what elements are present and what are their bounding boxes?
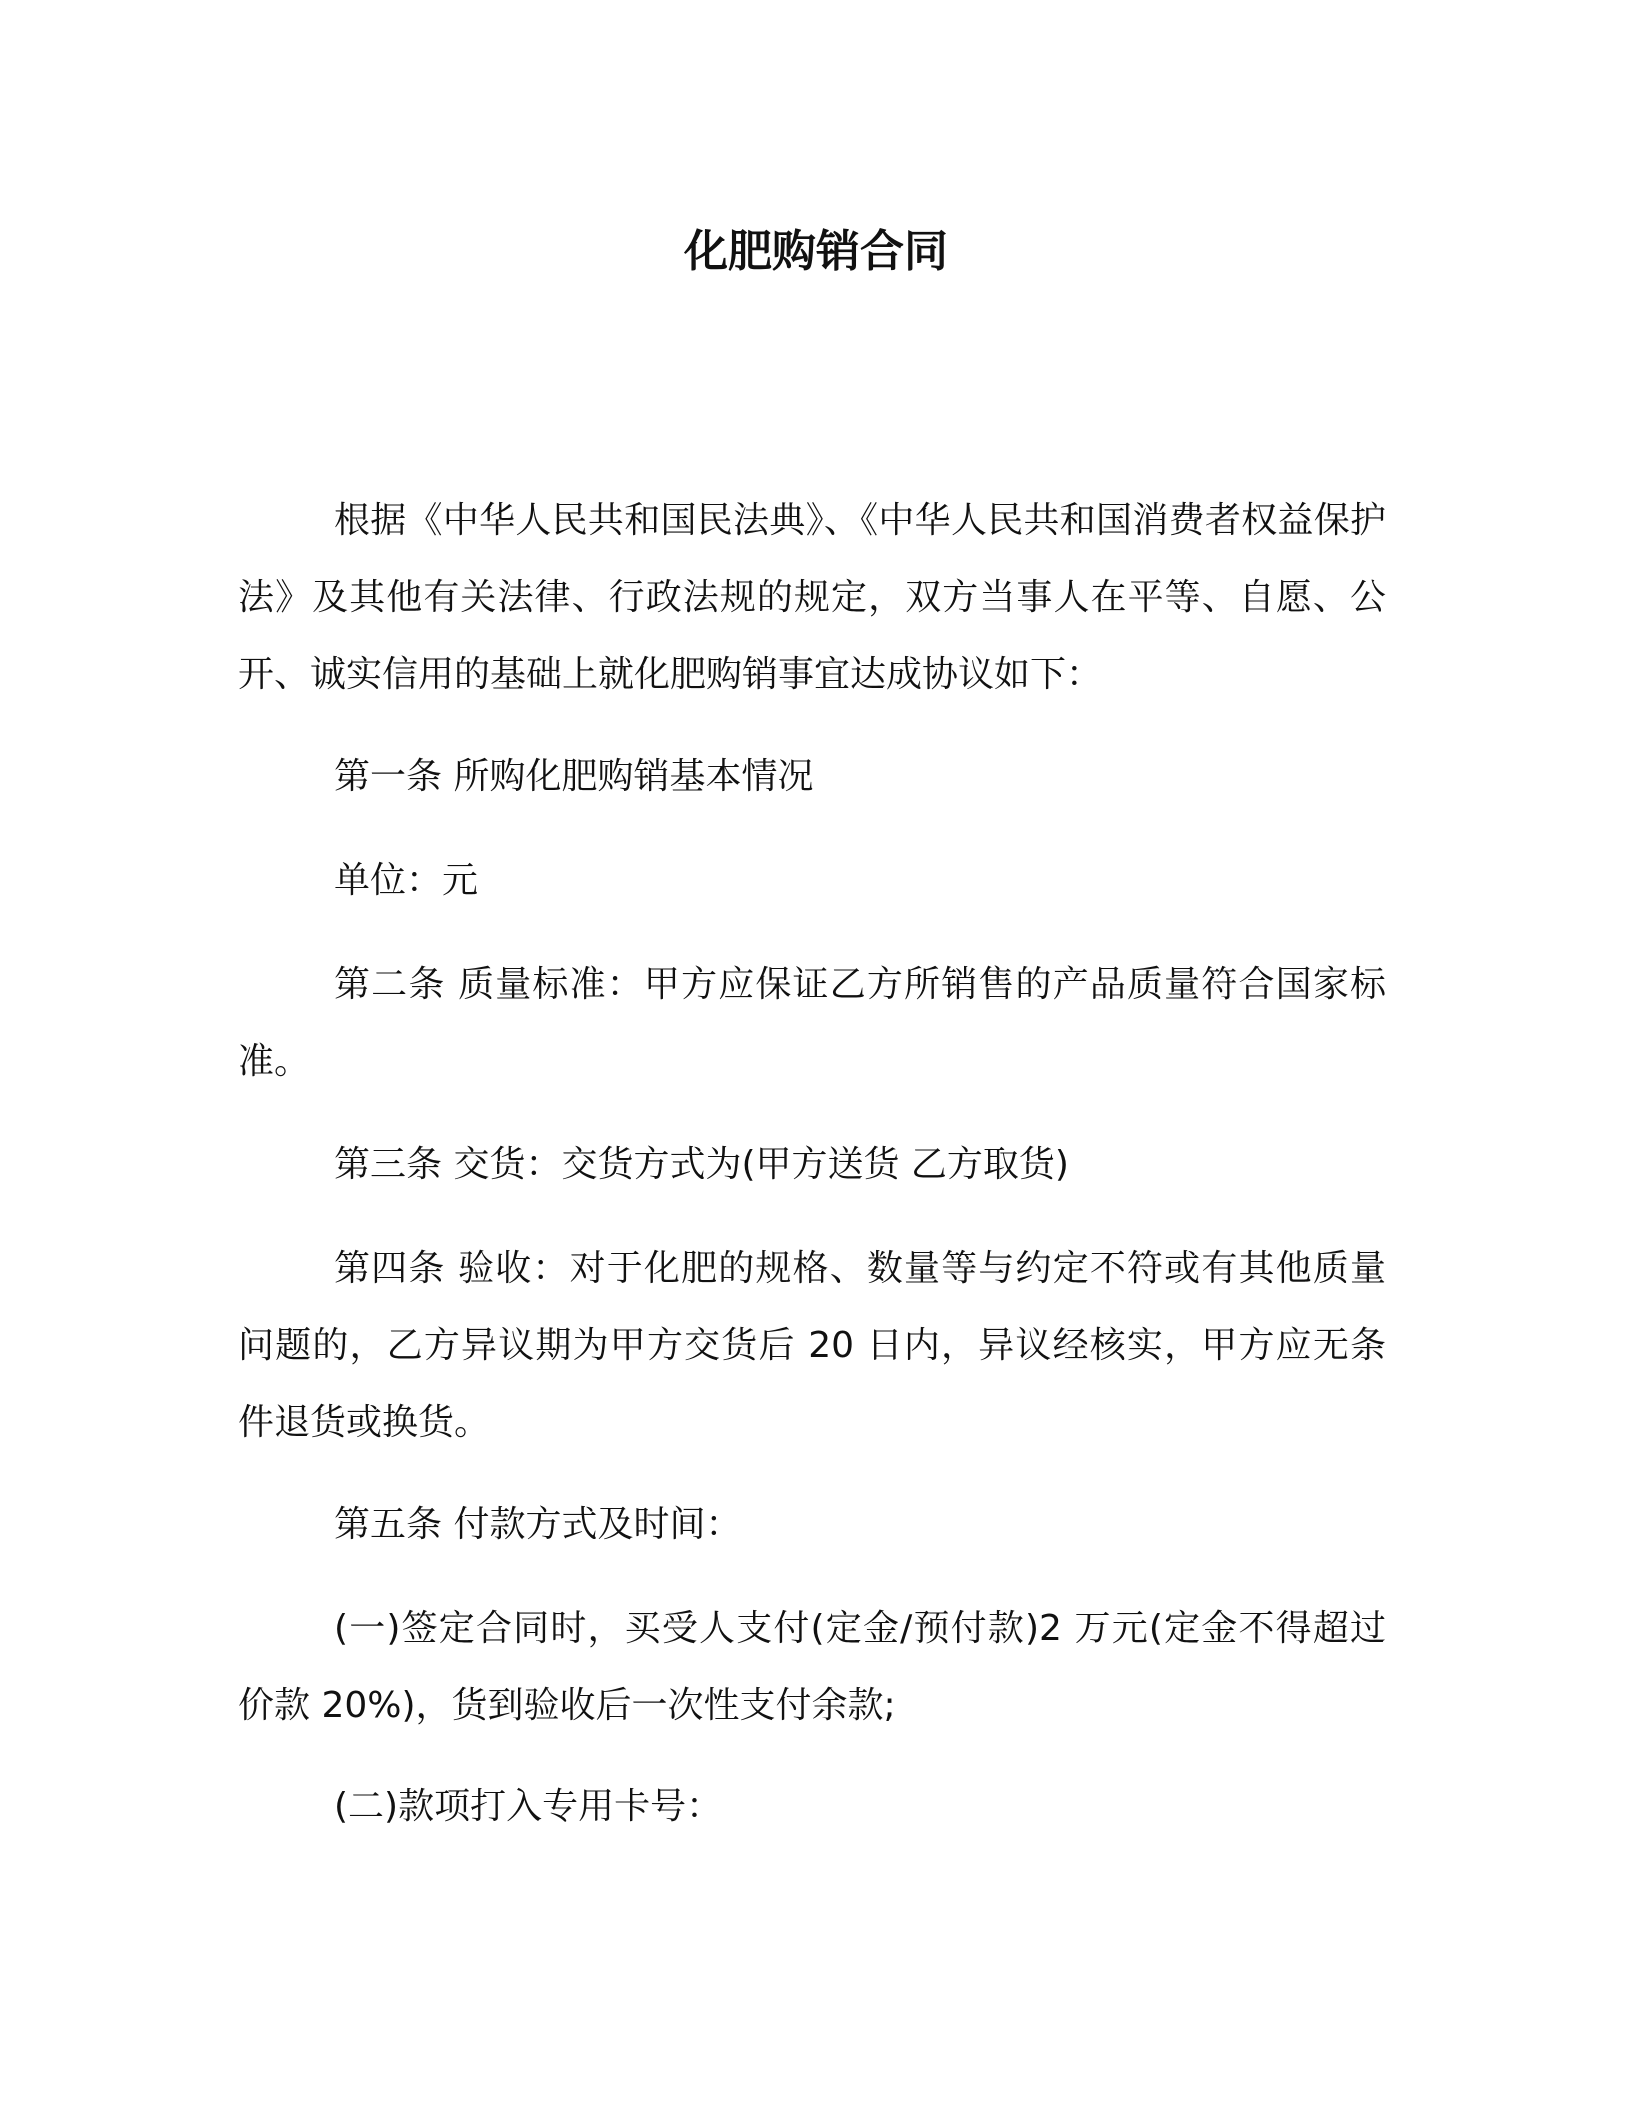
document-title: 化肥购销合同: [684, 226, 948, 277]
article-1-paragraph: 第一条 所购化肥购销基本情况: [334, 756, 814, 797]
article-3-paragraph: 第三条 交货：交货方式为(甲方送货 乙方取货): [334, 1144, 1069, 1185]
article-4-paragraph: 第四条 验收：对于化肥的规格、数量等与约定不符或有其他质量问题的，乙方异议期为甲方交货后 20 日内，异议经核实，甲方应无条件退货或换货。: [238, 1248, 1386, 1443]
preamble-paragraph: 根据《中华人民共和国民法典》、《中华人民共和国消费者权益保护法》及其他有关法律、行政法规的规定，双方当事人在平等、自愿、公开、诚实信用的基础上就化肥购销事宜达成协议如下：: [238, 500, 1386, 695]
article-2-paragraph: 第二条 质量标准：甲方应保证乙方所销售的产品质量符合国家标准。: [238, 964, 1386, 1082]
unit-paragraph: 单位：元: [334, 860, 479, 901]
payment-clause-2-paragraph: (二)款项打入专用卡号：: [334, 1786, 723, 1827]
payment-clause-1-paragraph: (一)签定合同时，买受人支付(定金/预付款)2 万元(定金不得超过价款 20%)，货到验收后一次性支付余款;: [238, 1608, 1386, 1726]
article-5-paragraph: 第五条 付款方式及时间：: [334, 1504, 742, 1545]
